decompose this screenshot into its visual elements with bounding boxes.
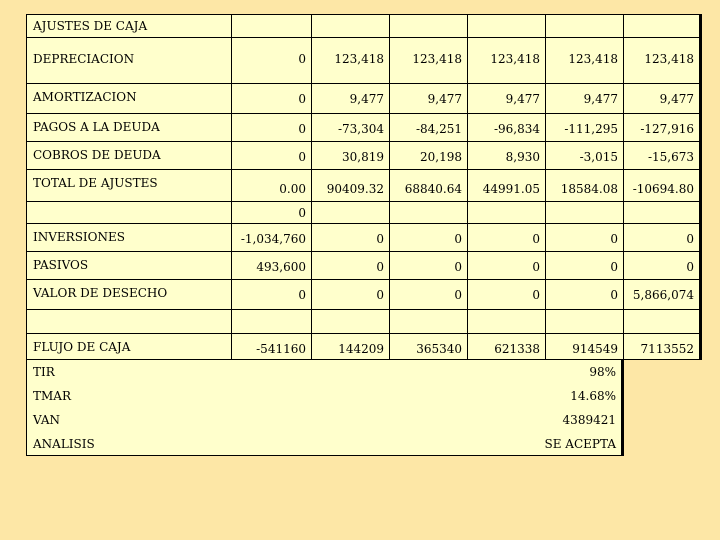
table-shadow [700, 14, 702, 360]
value-cell: -73,304 [312, 114, 390, 142]
value-cell: 0 [624, 224, 700, 252]
header-cell [624, 14, 700, 38]
value-cell [624, 202, 700, 224]
value-cell: 0 [312, 280, 390, 310]
value-cell [624, 310, 700, 334]
value-cell [546, 310, 624, 334]
row-label: AMORTIZACION [26, 84, 232, 114]
row-label: PAGOS A LA DEUDA [26, 114, 232, 142]
value-cell: 123,418 [468, 38, 546, 84]
value-cell [232, 310, 312, 334]
row-label [26, 202, 232, 224]
summary-value: 98% [232, 360, 622, 384]
summary-label: VAN [26, 408, 232, 432]
value-cell: 123,418 [312, 38, 390, 84]
value-cell: 0.00 [232, 170, 312, 202]
value-cell: 7113552 [624, 334, 700, 360]
value-cell: -10694.80 [624, 170, 700, 202]
value-cell: 44991.05 [468, 170, 546, 202]
value-cell [468, 310, 546, 334]
row-label: PASIVOS [26, 252, 232, 280]
summary-label: ANALISIS [26, 432, 232, 456]
value-cell: 18584.08 [546, 170, 624, 202]
value-cell: 144209 [312, 334, 390, 360]
value-cell: 9,477 [624, 84, 700, 114]
row-label [26, 310, 232, 334]
value-cell: -1,034,760 [232, 224, 312, 252]
row-label: INVERSIONES [26, 224, 232, 252]
table-title: AJUSTES DE CAJA [26, 14, 232, 38]
summary-label: TMAR [26, 384, 232, 408]
value-cell: 20,198 [390, 142, 468, 170]
value-cell: 365340 [390, 334, 468, 360]
value-cell: 0 [390, 252, 468, 280]
value-cell: 0 [232, 38, 312, 84]
value-cell: 0 [232, 280, 312, 310]
summary-shadow [622, 360, 624, 456]
header-cell [468, 14, 546, 38]
value-cell: 5,866,074 [624, 280, 700, 310]
value-cell: -3,015 [546, 142, 624, 170]
summary-value: 4389421 [232, 408, 622, 432]
value-cell: 9,477 [468, 84, 546, 114]
value-cell: 621338 [468, 334, 546, 360]
value-cell [312, 310, 390, 334]
value-cell: 123,418 [546, 38, 624, 84]
value-cell: 68840.64 [390, 170, 468, 202]
value-cell: 0 [232, 114, 312, 142]
value-cell: -96,834 [468, 114, 546, 142]
value-cell [390, 202, 468, 224]
row-label: VALOR DE DESECHO [26, 280, 232, 310]
value-cell: 0 [624, 252, 700, 280]
value-cell: 0 [546, 252, 624, 280]
value-cell: 123,418 [390, 38, 468, 84]
value-cell: 90409.32 [312, 170, 390, 202]
row-label: TOTAL DE AJUSTES [26, 170, 232, 202]
value-cell: 9,477 [390, 84, 468, 114]
row-label: FLUJO DE CAJA [26, 334, 232, 360]
header-cell [390, 14, 468, 38]
value-cell: 123,418 [624, 38, 700, 84]
value-cell: -111,295 [546, 114, 624, 142]
value-cell: 0 [232, 202, 312, 224]
value-cell: 0 [468, 224, 546, 252]
value-cell: -127,916 [624, 114, 700, 142]
row-label: COBROS DE DEUDA [26, 142, 232, 170]
value-cell: 0 [468, 280, 546, 310]
value-cell [312, 202, 390, 224]
value-cell [468, 202, 546, 224]
value-cell: 0 [312, 224, 390, 252]
value-cell: 0 [390, 224, 468, 252]
value-cell: -84,251 [390, 114, 468, 142]
value-cell: 0 [232, 142, 312, 170]
value-cell: 0 [312, 252, 390, 280]
value-cell: 0 [390, 280, 468, 310]
summary-label: TIR [26, 360, 232, 384]
value-cell: 493,600 [232, 252, 312, 280]
value-cell: 8,930 [468, 142, 546, 170]
value-cell: 0 [468, 252, 546, 280]
value-cell: 30,819 [312, 142, 390, 170]
header-cell [312, 14, 390, 38]
value-cell: 0 [232, 84, 312, 114]
value-cell: 0 [546, 224, 624, 252]
value-cell: 914549 [546, 334, 624, 360]
value-cell: 9,477 [312, 84, 390, 114]
value-cell: 9,477 [546, 84, 624, 114]
summary-value: 14.68% [232, 384, 622, 408]
header-cell [232, 14, 312, 38]
value-cell: -15,673 [624, 142, 700, 170]
value-cell [390, 310, 468, 334]
value-cell: 0 [546, 280, 624, 310]
row-label: DEPRECIACION [26, 38, 232, 84]
header-cell [546, 14, 624, 38]
value-cell: -541160 [232, 334, 312, 360]
summary-value: SE ACEPTA [232, 432, 622, 456]
value-cell [546, 202, 624, 224]
